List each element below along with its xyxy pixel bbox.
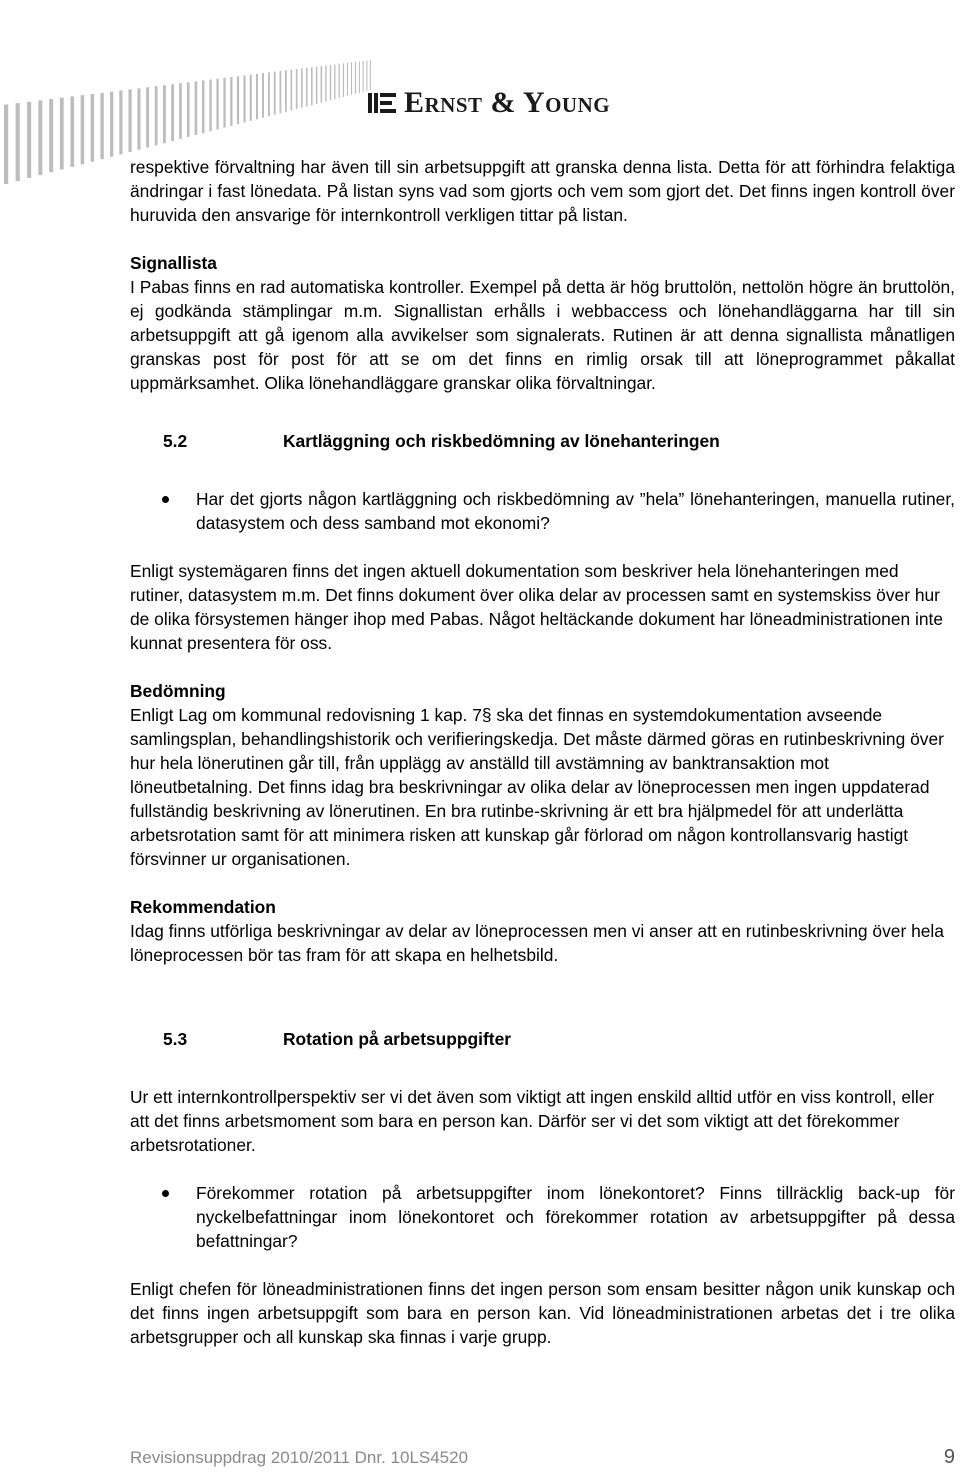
stripe-31 xyxy=(268,72,270,116)
stripe-7 xyxy=(81,95,85,164)
intro-paragraph: respektive förvaltning har även till sin arbetsuppgift att granska denna lista. Detta för att förhindra felaktiga ändringar i fast lönedata. På listan syns vad som gjorts och vem som gjort det. Det finns ingen kontroll över huruvida den ansvarige för internkontroll verkligen tittar på listan. xyxy=(130,157,955,225)
stripe-48 xyxy=(351,62,352,95)
stripe-26 xyxy=(237,76,239,124)
stripe-45 xyxy=(339,64,340,98)
stripe-37 xyxy=(301,68,303,107)
stripe-41 xyxy=(321,66,323,103)
stripe-34 xyxy=(285,70,287,112)
bedomning-paragraph: Enligt Lag om kommunal redovisning 1 kap. 7§ ska det finnas en systemdokumentation avseende samlingsplan, behandlingshistorik och verifieringskedja. Det måste därmed göras en rutinbeskrivning över hur hela lönerutinen går till, från upplägg av anställd till avstämning av banktransaktion mot löneutbetalning. Det finns idag bra beskrivningar av olika delar av löneprocessen men ingen uppdaterad fullständig beskrivning av lönerutinen. En bra rutinbe-skrivning är ett bra hjälpmedel för att underlätta arbetsrotation samt för att minimera risken att kunskap går förlorad om någon kontrollansvarig hastigt försvinner ur organisationen. xyxy=(130,705,944,869)
stripe-36 xyxy=(296,69,298,109)
rekommendation-paragraph: Idag finns utförliga beskrivningar av delar av löneprocessen men vi anser att en rutinbeskrivning över hela löneprocessen bör tas fram för att skapa en helhetsbild. xyxy=(130,921,944,965)
stripe-17 xyxy=(171,84,174,141)
systemagaren-paragraph: Enligt systemägaren finns det ingen aktuell dokumentation som beskriver hela lönehanteringen med rutiner, datasystem m.m. Det finns dokument över olika delar av processen samt en systemskiss över hur de olika försystemen hänger ihop med Pabas. Något heltäckande dokument har löneadministrationen inte kunnat presentera för oss. xyxy=(130,561,944,653)
stripe-33 xyxy=(280,71,282,113)
stripe-0 xyxy=(4,105,8,185)
section-number: 5.3 xyxy=(163,1029,188,1049)
signallista-paragraph: I Pabas finns en rad automatiska kontroller. Exempel på detta är hög bruttolön, nettolön högre än bruttolön, ej godkända stämplingar m.m. Signallistan erhålls i webbaccess och lönehandläggarna har till sin arbetsuppgift att gå igenom alla avvikelser som signalerats. Rutinen är att denna signallista månatligen granskas post för post för att se om det finns en rimlig orsak till att löneprogrammet påkallat uppmärksamhet. Olika lönehandläggare granskar olika förvaltningar. xyxy=(130,277,955,393)
stripe-39 xyxy=(311,67,313,105)
stripe-4 xyxy=(49,99,53,172)
logo-text: Ernst & Young xyxy=(404,86,611,119)
stripe-22 xyxy=(209,80,212,132)
section-number: 5.2 xyxy=(163,431,188,451)
stripe-51 xyxy=(363,61,364,92)
stripe-24 xyxy=(223,78,225,128)
bullet-icon xyxy=(130,1181,196,1253)
stripe-14 xyxy=(146,87,149,147)
stripe-43 xyxy=(330,65,331,100)
document-body xyxy=(130,155,955,1349)
stripe-29 xyxy=(256,74,258,119)
bullet-item xyxy=(130,487,955,535)
section-title: Rotation på arbetsuppgifter xyxy=(283,1029,512,1049)
stripe-15 xyxy=(155,86,158,145)
section-5-3-heading xyxy=(130,1027,955,1051)
stripe-10 xyxy=(110,92,113,157)
bullet-item xyxy=(130,1181,955,1253)
stripe-23 xyxy=(216,79,218,130)
stripe-19 xyxy=(187,82,190,137)
internkontroll-paragraph: Ur ett internkontrollperspektiv ser vi det även som viktigt att ingen enskild alltid utför en viss kontroll, eller att det finns arbetsmoment som bara en person kan. Därför ser vi det som viktigt att det förekommer arbetsrotationer. xyxy=(130,1087,935,1155)
rekommendation-heading: Rekommendation xyxy=(130,897,276,917)
stripe-9 xyxy=(100,93,103,159)
bullet-text: Förekommer rotation på arbetsuppgifter inom lönekontoret? Finns tillräcklig back-up för nyckelbefattningar inom lönekontoret och förekommer rotation av arbetsuppgifter på dessa befattningar? xyxy=(196,1183,955,1251)
stripe-21 xyxy=(202,80,205,133)
stripe-8 xyxy=(91,94,95,162)
stripe-18 xyxy=(179,83,182,139)
stripe-35 xyxy=(291,70,293,111)
footer-text: Revisionsuppdrag 2010/2011 Dnr. 10LS4520 xyxy=(130,1448,469,1467)
stripe-11 xyxy=(119,91,122,155)
page-footer xyxy=(130,1448,955,1468)
stripe-40 xyxy=(316,67,318,104)
stripe-30 xyxy=(262,73,264,118)
stripe-1 xyxy=(16,103,20,181)
logo-mark-icon xyxy=(368,89,398,117)
chefen-paragraph: Enligt chefen för löneadministrationen finns det ingen person som ensam besitter någon unik kunskap och det finns ingen arbetsuppgift som bara en person kan. Vid löneadministrationen arbetas det i tre olika arbetsgrupper och all kunskap ska finnas i varje grupp. xyxy=(130,1279,955,1347)
stripe-32 xyxy=(274,72,276,115)
stripe-13 xyxy=(137,88,140,149)
stripe-20 xyxy=(195,81,198,135)
stripe-50 xyxy=(359,61,360,93)
page-number: 9 xyxy=(943,1446,955,1468)
signallista-heading: Signallista xyxy=(130,253,217,273)
bullet-icon xyxy=(130,487,196,535)
stripe-2 xyxy=(27,102,31,178)
stripe-6 xyxy=(70,96,74,166)
bullet-text: Har det gjorts någon kartläggning och riskbedömning av ”hela” lönehanteringen, manuella rutiner, datasystem och dess samband mot ekonomi? xyxy=(196,489,955,533)
stripe-46 xyxy=(343,63,344,97)
stripe-38 xyxy=(306,68,308,107)
section-title: Kartläggning och riskbedömning av lönehanteringen xyxy=(283,431,720,451)
ernst-young-logo xyxy=(368,86,610,120)
stripe-42 xyxy=(325,65,326,101)
stripe-25 xyxy=(230,77,232,126)
stripe-12 xyxy=(129,89,132,152)
stripe-47 xyxy=(347,63,348,96)
bedomning-heading: Bedömning xyxy=(130,681,226,701)
stripe-3 xyxy=(38,100,42,175)
stripe-5 xyxy=(60,98,64,170)
stripe-49 xyxy=(355,62,356,94)
stripe-44 xyxy=(334,64,335,99)
stripe-27 xyxy=(243,75,245,122)
stripe-16 xyxy=(163,85,166,143)
section-5-2-heading xyxy=(130,429,955,453)
stripe-28 xyxy=(250,75,252,121)
